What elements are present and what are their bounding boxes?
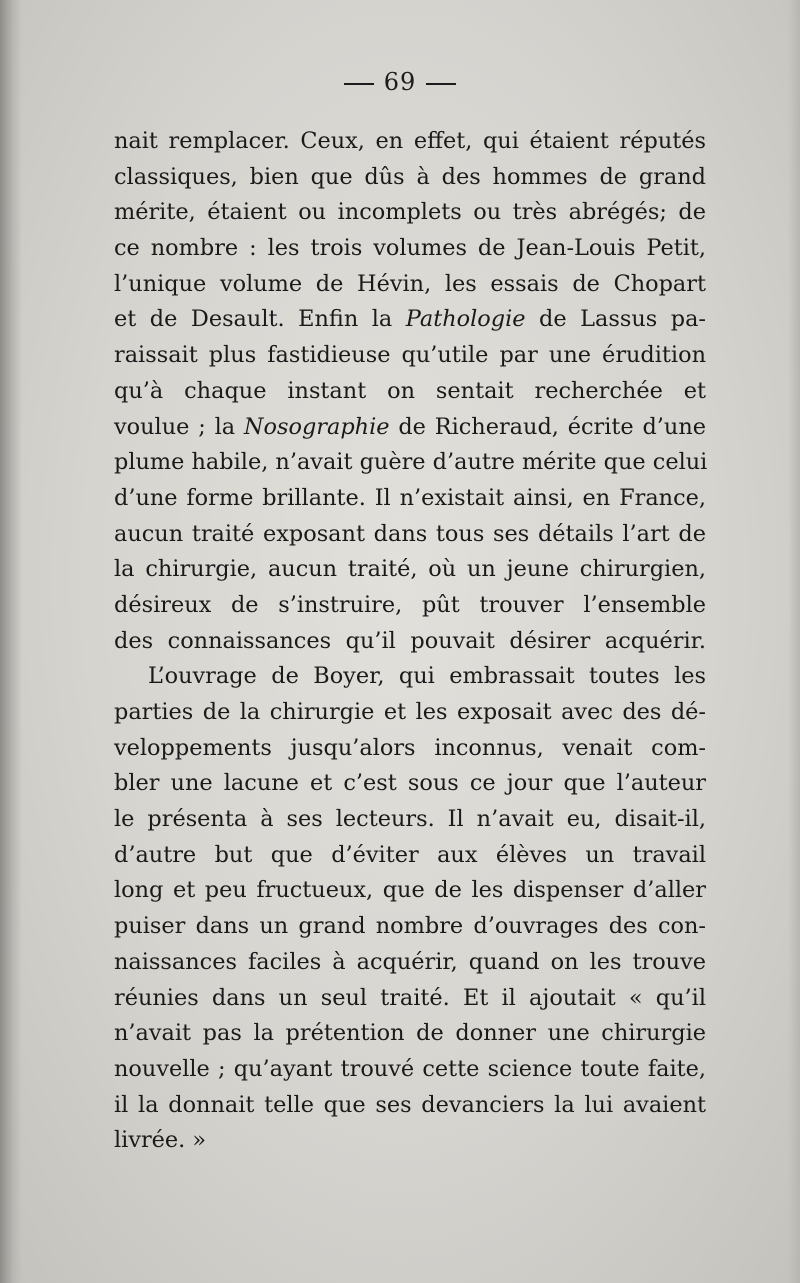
header-dash-left bbox=[344, 83, 374, 85]
text-line: l’unique volume de Hévin, les essais de Chopart bbox=[114, 270, 706, 297]
text-line: puiser dans un grand nombre d’ouvrages des con- bbox=[114, 913, 706, 940]
text-line: le présenta à ses lecteurs. Il n’avait eu, disait-il, bbox=[114, 806, 706, 833]
text-line: qu’à chaque instant on sentait recherchée et bbox=[114, 377, 706, 404]
page-header bbox=[0, 68, 800, 96]
text-line: il la donnait telle que ses devanciers la lui avaient bbox=[114, 1091, 706, 1118]
italic-title: Pathologie bbox=[405, 306, 526, 333]
page-edge bbox=[788, 0, 800, 1283]
text-line: raissait plus fastidieuse qu’utile par une érudition bbox=[114, 342, 706, 369]
body-text bbox=[114, 124, 706, 1159]
text-line: d’autre but que d’éviter aux élèves un travail bbox=[114, 841, 706, 868]
text-line: aucun traité exposant dans tous ses détails l’art de bbox=[114, 520, 706, 547]
text-line: parties de la chirurgie et les exposait avec des dé- bbox=[114, 699, 706, 725]
text-segment: de Lassus pa- bbox=[525, 306, 706, 333]
text-segment: voulue ; la bbox=[114, 413, 244, 440]
italic-title: Nosographie bbox=[243, 413, 390, 440]
text-line: nouvelle ; qu’ayant trouvé cette science toute faite, bbox=[114, 1055, 706, 1082]
text-line bbox=[114, 410, 706, 446]
text-line: L’ouvrage de Boyer, qui embrassait toutes les bbox=[148, 663, 706, 690]
text-line: réunies dans un seul traité. Et il ajoutait « qu’il bbox=[114, 984, 706, 1011]
text-segment: et de Desault. Enfin la bbox=[114, 306, 406, 333]
page-number: 69 bbox=[383, 68, 417, 96]
text-segment: de Richeraud, écrite d’une bbox=[389, 413, 706, 440]
text-line: classiques, bien que dûs à des hommes de grand bbox=[114, 163, 706, 190]
text-line: livrée. » bbox=[114, 1127, 207, 1154]
header-dash-right bbox=[426, 83, 456, 85]
text-line: d’une forme brillante. Il n’existait ainsi, en France, bbox=[114, 484, 706, 511]
text-line bbox=[114, 302, 706, 338]
text-line: la chirurgie, aucun traité, où un jeune chirurgien, bbox=[114, 556, 706, 583]
text-line: des connaissances qu’il pouvait désirer acquérir. bbox=[114, 627, 706, 654]
text-line: veloppements jusqu’alors inconnus, venait com- bbox=[114, 734, 706, 761]
text-line: nait remplacer. Ceux, en effet, qui étaient réputés bbox=[114, 128, 706, 154]
text-line: plume habile, n’avait guère d’autre mérite que celui bbox=[114, 449, 708, 476]
text-line: naissances faciles à acquérir, quand on les trouve bbox=[114, 948, 706, 975]
text-line: n’avait pas la prétention de donner une chirurgie bbox=[114, 1020, 706, 1047]
text-line: bler une lacune et c’est sous ce jour que l’auteur bbox=[114, 770, 706, 797]
text-line: mérite, étaient ou incomplets ou très abrégés; de bbox=[114, 199, 706, 226]
text-line: long et peu fructueux, que de les dispenser d’aller bbox=[114, 877, 706, 904]
binding-shadow bbox=[0, 0, 22, 1283]
text-line: désireux de s’instruire, pût trouver l’ensemble bbox=[114, 591, 706, 618]
text-line: ce nombre : les trois volumes de Jean-Louis Petit, bbox=[114, 235, 706, 262]
